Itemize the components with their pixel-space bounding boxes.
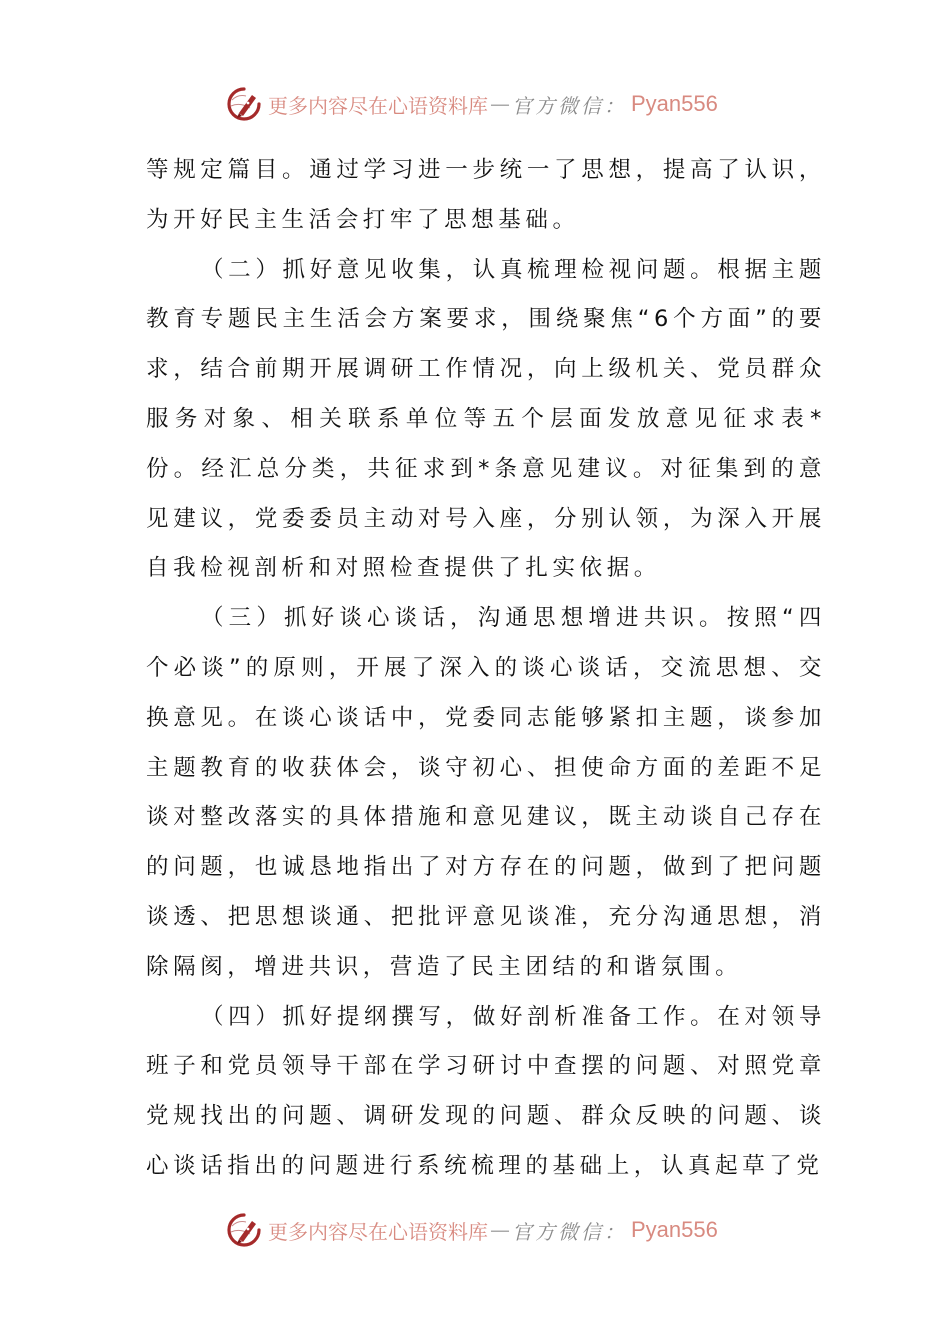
pen-nib-logo-icon bbox=[226, 86, 262, 122]
separator: — bbox=[490, 92, 510, 116]
separator: — bbox=[490, 1218, 510, 1242]
wechat-id: Pyan556 bbox=[631, 91, 718, 116]
brand-text: 更多内容尽在心语资料库 bbox=[268, 93, 488, 118]
wechat-label: 官方微信： bbox=[512, 1219, 627, 1244]
document-body bbox=[146, 146, 826, 1192]
header-banner bbox=[226, 84, 718, 124]
paragraph-section-2: （二）抓好意见收集，认真梳理检视问题。根据主题教育专题民主生活会方案要求，围绕聚焦“6个方面”的要求，结合前期开展调研工作情况，向上级机关、党员群众服务对象、相关联系单位等五个层面发放意见征求表*份。经汇总分类，共征求到*条意见建议。对征集到的意见建议，党委委员主动对号入座，分别认领，为深入开展自我检视剖析和对照检查提供了扎实依据。 bbox=[146, 256, 826, 582]
wechat-label: 官方微信： bbox=[512, 93, 627, 118]
paragraph-section-3: （三）抓好谈心谈话，沟通思想增进共识。按照“四个必谈”的原则，开展了深入的谈心谈话，交流思想、交换意见。在谈心谈话中，党委同志能够紧扣主题，谈参加主题教育的收获体会，谈守初心、担使命方面的差距不足谈对整改落实的具体措施和意见建议，既主动谈自己存在的问题，也诚恳地指出了对方存在的问题，做到了把问题谈透、把思想谈通、把批评意见谈准，充分沟通思想，消除隔阂，增进共识，营造了民主团结的和谐氛围。 bbox=[146, 605, 826, 980]
wechat-id: Pyan556 bbox=[631, 1217, 718, 1242]
brand-text: 更多内容尽在心语资料库 bbox=[268, 1219, 488, 1244]
pen-nib-logo-icon bbox=[226, 1212, 262, 1248]
footer-banner bbox=[226, 1210, 718, 1250]
paragraph-section-4: （四）抓好提纲撰写，做好剖析准备工作。在对领导班子和党员领导干部在学习研讨中查摆的问题、对照党章党规找出的问题、调研发现的问题、群众反映的问题、谈心谈话指出的问题进行系统梳理的基础上，认真起草了党 bbox=[146, 1003, 826, 1179]
paragraph-continuation: 等规定篇目。通过学习进一步统一了思想，提高了认识，为开好民主生活会打牢了思想基础。 bbox=[146, 157, 826, 233]
